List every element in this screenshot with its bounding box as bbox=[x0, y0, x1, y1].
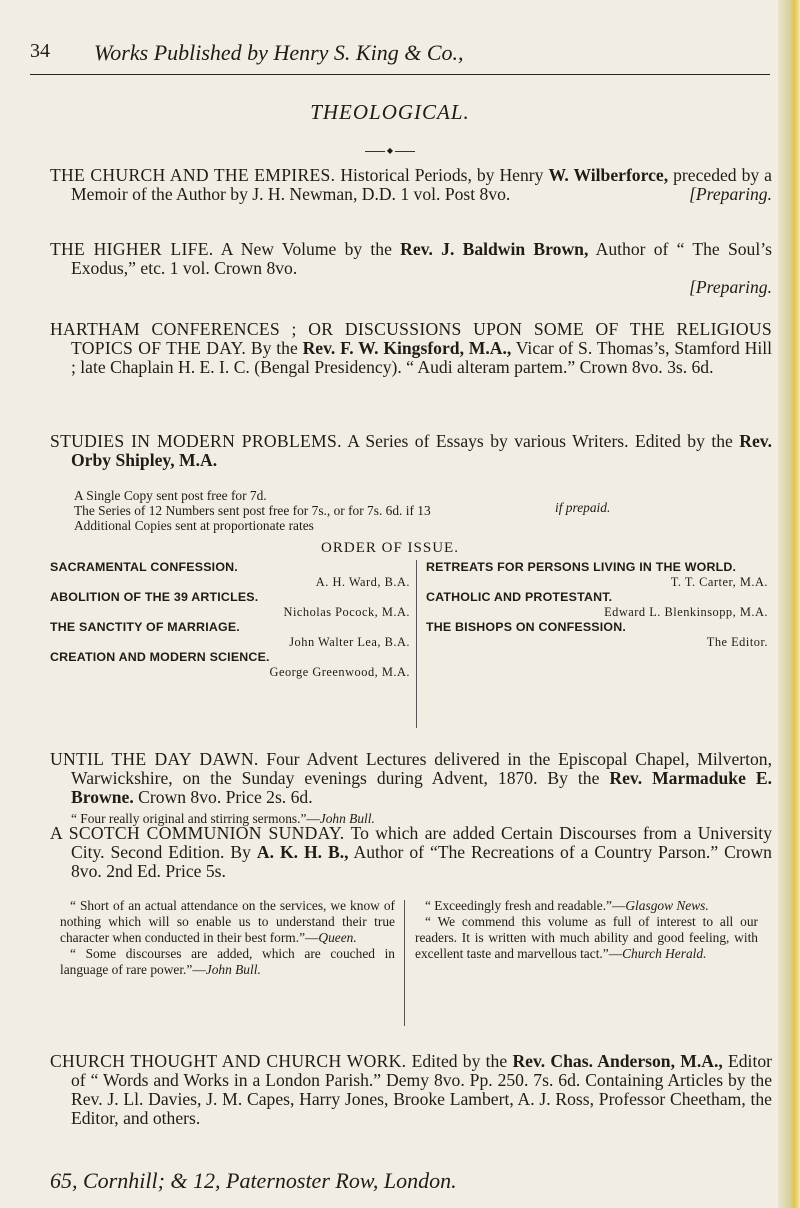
page-header bbox=[30, 40, 770, 70]
order-item-author: A. H. Ward, B.A. bbox=[315, 575, 410, 589]
order-item-title: ABOLITION OF THE 39 ARTICLES. bbox=[50, 590, 259, 604]
entry-title: HARTHAM CONFERENCES ; OR DISCUSSIONS UPON SOME OF THE RELIGIOUS TOPICS OF THE DAY. bbox=[50, 319, 772, 358]
order-heading: ORDER OF ISSUE. bbox=[321, 540, 459, 556]
entry-higher-life bbox=[50, 240, 772, 297]
order-item-title: THE SANCTITY OF MARRIAGE. bbox=[50, 620, 240, 634]
order-item-author: T. T. Carter, M.A. bbox=[670, 575, 768, 589]
list-item bbox=[426, 560, 768, 590]
order-column-right bbox=[426, 560, 768, 650]
list-item bbox=[426, 590, 768, 620]
review-source: Church Herald. bbox=[622, 946, 707, 961]
entry-hartham bbox=[50, 320, 772, 377]
order-item-author: George Greenwood, M.A. bbox=[269, 665, 410, 679]
review-text: “ Four really original and stirring sermons.”— bbox=[71, 811, 320, 826]
review-source: Queen. bbox=[318, 930, 357, 945]
publisher-address: 65, Cornhill; & 12, Paternoster Row, London. bbox=[50, 1168, 457, 1193]
entry-text: Author of “The Recreations of a Country Parson.” Crown 8vo. 2nd Ed. Price 5s. bbox=[71, 842, 772, 881]
entry-text: Crown 8vo. Price 2s. 6d. bbox=[138, 787, 313, 807]
review-source: John Bull. bbox=[205, 962, 261, 977]
order-item-title: SACRAMENTAL CONFESSION. bbox=[50, 560, 238, 574]
review-text: “ Exceedingly fresh and readable.”— bbox=[425, 898, 626, 913]
review-quote bbox=[60, 946, 395, 978]
price-line: The Series of 12 Numbers sent post free for 7s., or for 7s. 6d. if 13 bbox=[74, 503, 431, 518]
entry-text: By the bbox=[250, 338, 298, 358]
entry-title: STUDIES IN MODERN PROBLEMS. bbox=[50, 431, 342, 451]
entry-text: To which are added Certain Discourses from a University City. Second Edition. By bbox=[71, 823, 772, 862]
list-item bbox=[50, 560, 410, 590]
order-item-title: CREATION AND MODERN SCIENCE. bbox=[50, 650, 270, 664]
quotes-left bbox=[60, 898, 395, 978]
list-item bbox=[50, 590, 410, 620]
order-item-author: The Editor. bbox=[706, 635, 768, 649]
price-note: if prepaid. bbox=[555, 500, 611, 515]
header-rule bbox=[30, 74, 770, 75]
order-item-author: John Walter Lea, B.A. bbox=[289, 635, 410, 649]
entry-author: Rev. J. Baldwin Brown, bbox=[400, 239, 589, 259]
entry-text: preceded by a Memoir of the Author by J. H. Newman, D.D. 1 vol. Post 8vo. bbox=[71, 165, 772, 204]
review-quote bbox=[60, 898, 395, 946]
review-text: “ We commend this volume as full of interest to all our readers. It is written with much ability and good feeling, with excellent taste and marvellous tact.”— bbox=[415, 914, 758, 961]
list-item bbox=[426, 620, 768, 650]
review-quotes bbox=[60, 898, 770, 1028]
order-column-left bbox=[50, 560, 410, 680]
entry-title: CHURCH THOUGHT AND CHURCH WORK. bbox=[50, 1051, 407, 1071]
section-title: THEOLOGICAL. bbox=[310, 100, 470, 124]
order-item-title: CATHOLIC AND PROTESTANT. bbox=[426, 590, 613, 604]
entry-author: Rev. Chas. Anderson, M.A., bbox=[512, 1051, 723, 1071]
column-divider bbox=[416, 560, 417, 728]
quotes-right bbox=[415, 898, 758, 962]
ornament-divider: ◆ bbox=[360, 146, 420, 155]
list-item bbox=[50, 620, 410, 650]
review-quote bbox=[415, 898, 758, 914]
entry-text: Editor of “ Words and Works in a London Parish.” Demy 8vo. Pp. 250. 7s. 6d. Containing Articles by the Rev. J. Ll. Davies, J. M. Capes, Harry Jones, Brooke Lambert, A. J. Ross, Professor Cheetham, the Editor, and others. bbox=[71, 1051, 772, 1128]
entry-author: Rev. Marmaduke E. Browne. bbox=[71, 768, 772, 807]
entry-text: Historical Periods, by Henry bbox=[340, 165, 544, 185]
entry-text: A Series of Essays by various Writers. Edited by the bbox=[347, 431, 733, 451]
entry-author: W. Wilberforce, bbox=[548, 165, 669, 185]
list-item bbox=[50, 650, 410, 680]
entry-text: Vicar of S. Thomas’s, Stamford Hill ; late Chaplain H. E. I. C. (Bengal Presidency). “ Audi alteram partem.” Crown 8vo. 3s. 6d. bbox=[71, 338, 772, 377]
order-item-title: THE BISHOPS ON CONFESSION. bbox=[426, 620, 627, 634]
entry-note: [Preparing. bbox=[689, 277, 772, 297]
column-divider bbox=[404, 900, 405, 1026]
entry-text: Four Advent Lectures delivered in the Episcopal Chapel, Milverton, Warwickshire, on the Sunday evenings during Advent, 1870. By the bbox=[71, 749, 772, 788]
review-text: “ Short of an actual attendance on the services, we know of nothing which will so enable us to understand their true character when conducted in their best form.”— bbox=[60, 898, 395, 945]
price-list bbox=[50, 488, 772, 533]
order-of-issue bbox=[50, 560, 770, 740]
entry-text: Author of “ The Soul’s Exodus,” etc. 1 vol. Crown 8vo. bbox=[71, 239, 772, 278]
entry-studies bbox=[50, 432, 772, 470]
entry-note: [Preparing. bbox=[689, 184, 772, 204]
entry-author: A. K. H. B., bbox=[256, 842, 349, 862]
order-item-author: Nicholas Pocock, M.A. bbox=[283, 605, 410, 619]
page-number: 34 bbox=[30, 40, 50, 62]
price-line: Additional Copies sent at proportionate rates bbox=[74, 518, 314, 533]
entry-title: UNTIL THE DAY DAWN. bbox=[50, 749, 259, 769]
entry-author: Rev. F. W. Kingsford, M.A., bbox=[302, 338, 512, 358]
running-head: Works Published by Henry S. King & Co., bbox=[94, 40, 464, 65]
entry-text: Edited by the bbox=[411, 1051, 508, 1071]
entry-church-empires bbox=[50, 166, 772, 204]
entry-until-dawn bbox=[50, 750, 772, 827]
review-source: Glasgow News. bbox=[625, 898, 709, 913]
order-item-title: RETREATS FOR PERSONS LIVING IN THE WORLD. bbox=[426, 560, 737, 574]
review-source: John Bull. bbox=[319, 811, 375, 826]
page-edge bbox=[778, 0, 800, 1208]
order-item-author: Edward L. Blenkinsopp, M.A. bbox=[604, 605, 768, 619]
entry-title: A SCOTCH COMMUNION SUNDAY. bbox=[50, 823, 345, 843]
review-text: “ Some discourses are added, which are couched in language of rare power.”— bbox=[60, 946, 395, 977]
entry-title: THE CHURCH AND THE EMPIRES. bbox=[50, 165, 336, 185]
entry-text: A New Volume by the bbox=[220, 239, 392, 259]
price-line: A Single Copy sent post free for 7d. bbox=[74, 488, 267, 503]
entry-scotch-communion bbox=[50, 824, 772, 881]
review-quote bbox=[415, 914, 758, 962]
entry-title: THE HIGHER LIFE. bbox=[50, 239, 214, 259]
entry-author: Rev. Orby Shipley, M.A. bbox=[71, 431, 772, 470]
entry-church-thought bbox=[50, 1052, 772, 1128]
